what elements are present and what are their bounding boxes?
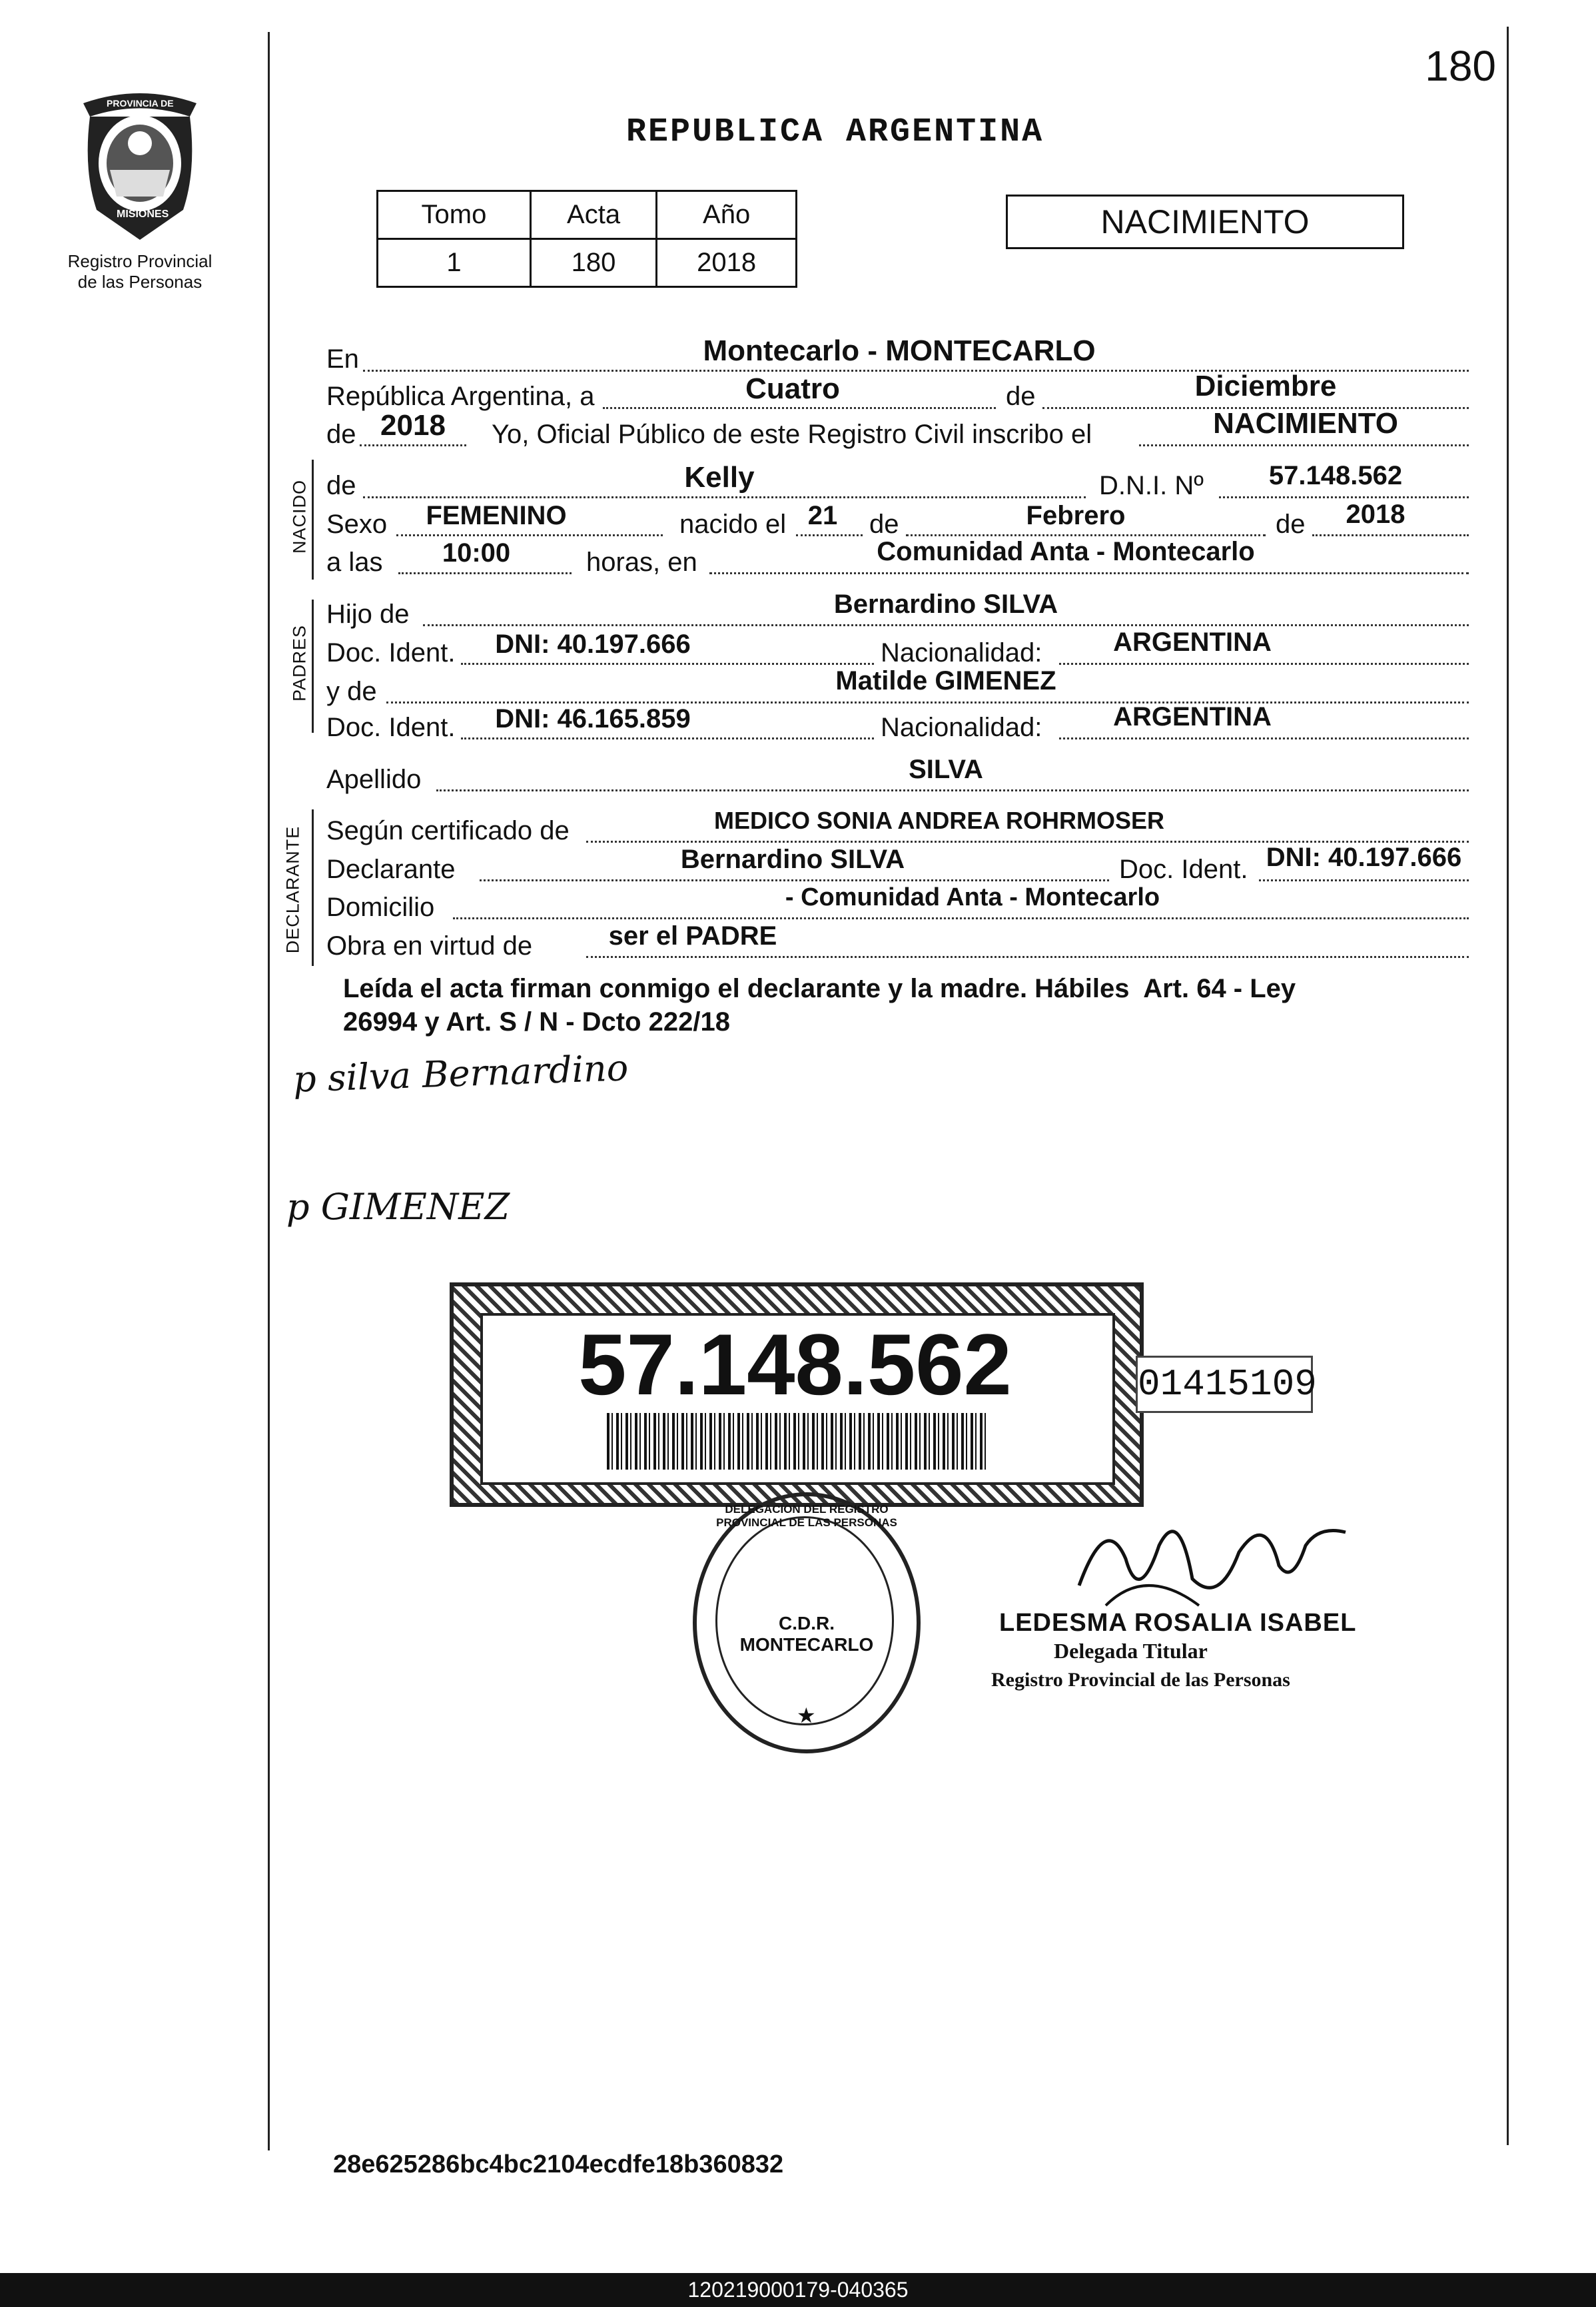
declarante-bar (312, 809, 314, 966)
id-sticker (450, 1282, 1144, 1507)
padres-bar (312, 600, 314, 733)
side-label-nacido: NACIDO (289, 480, 310, 554)
label-nat1: Nacionalidad: (881, 638, 1042, 668)
value-acta: 180 (530, 239, 656, 287)
value-father-doc: DNI: 40.197.666 (495, 630, 691, 659)
right-border (1507, 27, 1509, 2145)
label-hours: horas, en (586, 548, 697, 577)
label-declarant: Declarante (326, 855, 456, 884)
value-place: Montecarlo - MONTECARLO (703, 334, 1096, 367)
value-birth-year: 2018 (1346, 500, 1405, 529)
value-mother-doc: DNI: 46.165.859 (495, 704, 691, 733)
signature-mother: p GIMENEZ (286, 1186, 510, 1228)
sticker-barcode (607, 1413, 987, 1470)
value-birth-day: 21 (807, 501, 838, 530)
value-virtue: ser el PADRE (608, 921, 777, 951)
official-name: LEDESMA ROSALIA ISABEL (999, 1609, 1357, 1637)
document-hash: 28e625286bc4bc2104ecdfe18b360832 (333, 2150, 784, 2178)
value-year: 2018 (380, 409, 446, 442)
stamp-center: C.D.R. MONTECARLO (739, 1613, 874, 1655)
signature-father: p silva Bernardino (292, 1047, 629, 1101)
sticker-number: 57.148.562 (578, 1316, 1012, 1413)
side-label-padres: PADRES (289, 624, 310, 702)
closing-line-2: 26994 y Art. S / N - Dcto 222/18 (343, 1007, 731, 1037)
header-ano: Año (657, 191, 797, 239)
value-birth-month: Febrero (1026, 501, 1126, 530)
value-father: Bernardino SILVA (833, 590, 1058, 619)
label-doc3: Doc. Ident. (1119, 855, 1248, 884)
label-doc1: Doc. Ident. (326, 638, 456, 668)
seal-top-text: PROVINCIA DE (107, 98, 174, 109)
closing-line-1: Leída el acta firman conmigo el declarante y la madre. Hábiles Art. 64 - Ley (343, 974, 1296, 1003)
label-mother: y de (326, 677, 377, 706)
label-surname: Apellido (326, 765, 422, 794)
registry-name-2: de las Personas (77, 272, 202, 292)
official-stamp (693, 1492, 921, 1753)
value-tomo: 1 (378, 239, 531, 287)
value-declarant: Bernardino SILVA (680, 845, 905, 874)
sticker-code: 01415109 (1136, 1356, 1313, 1413)
label-virtue: Obra en virtud de (326, 931, 533, 961)
label-sex: Sexo (326, 510, 388, 539)
page-title: REPUBLICA ARGENTINA (626, 113, 1044, 151)
value-inscribe: NACIMIENTO (1213, 407, 1398, 440)
label-doc2: Doc. Ident. (326, 713, 456, 742)
label-dni: D.N.I. Nº (1099, 471, 1204, 500)
header-tomo: Tomo (378, 191, 531, 239)
value-ano: 2018 (657, 239, 797, 287)
label-de: de (1006, 382, 1036, 411)
left-border (268, 32, 270, 2150)
value-time: 10:00 (442, 538, 511, 568)
stamp-text: DELEGACION DEL REGISTRO PROVINCIAL DE LAS PERSONAS (716, 1503, 897, 1529)
value-cert: MEDICO SONIA ANDREA ROHRMOSER (713, 807, 1165, 834)
value-day: Cuatro (745, 372, 840, 405)
value-father-nat: ARGENTINA (1113, 628, 1272, 657)
value-declarant-doc: DNI: 40.197.666 (1266, 843, 1462, 872)
official-title: Delegada Titular (1054, 1639, 1208, 1663)
label-en: En (326, 344, 359, 374)
page-number: 180 (1425, 42, 1496, 90)
label-inscribe: Yo, Oficial Público de este Registro Civil inscribo el (492, 420, 1092, 449)
tomo-acta-table (376, 190, 797, 288)
stamp-star-icon: ★ (797, 1703, 816, 1727)
label-name: de (326, 471, 356, 500)
value-sex: FEMENINO (426, 501, 567, 530)
footer-code: 120219000179-040365 (687, 2278, 909, 2302)
value-dni: 57.148.562 (1268, 461, 1403, 490)
nacido-bar (312, 460, 314, 580)
official-office: Registro Provincial de las Personas (991, 1669, 1290, 1691)
label-de4: de (1276, 510, 1306, 539)
label-at: a las (326, 548, 383, 577)
label-cert: Según certificado de (326, 816, 570, 845)
label-father: Hijo de (326, 600, 410, 629)
seal-bottom-text: MISIONES (117, 209, 169, 220)
registry-seal (70, 90, 210, 246)
label-de2: de (326, 420, 356, 449)
value-birth-place: Comunidad Anta - Montecarlo (877, 537, 1255, 566)
label-de3: de (869, 510, 899, 539)
value-mother: Matilde GIMENEZ (835, 666, 1056, 695)
value-mother-nat: ARGENTINA (1113, 702, 1272, 731)
value-name: Kelly (684, 461, 755, 494)
doc-type-box: NACIMIENTO (1006, 195, 1404, 249)
label-born: nacido el (679, 510, 787, 539)
registry-name-1: Registro Provincial (67, 251, 212, 271)
value-month: Diciembre (1194, 370, 1337, 402)
label-republica: República Argentina, a (326, 382, 595, 411)
value-address: - Comunidad Anta - Montecarlo (785, 883, 1160, 911)
value-surname: SILVA (909, 755, 983, 784)
label-nat2: Nacionalidad: (881, 713, 1042, 742)
label-address: Domicilio (326, 893, 435, 922)
side-label-declarante: DECLARANTE (282, 825, 303, 954)
header-acta: Acta (530, 191, 656, 239)
